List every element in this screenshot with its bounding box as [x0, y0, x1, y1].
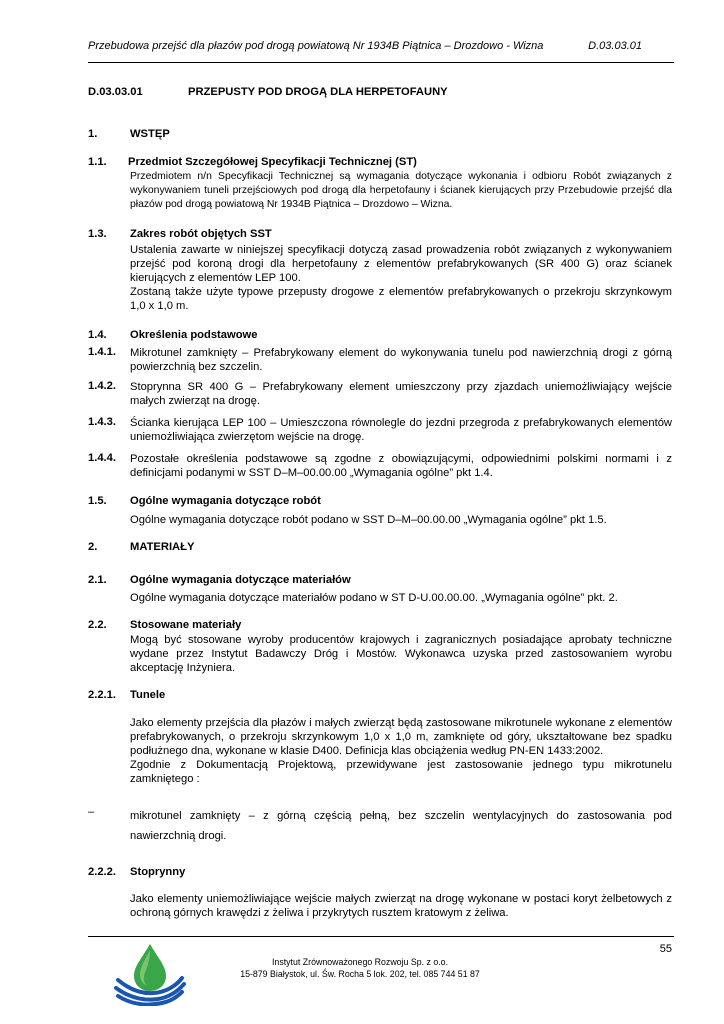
header-rule [88, 62, 674, 63]
page-number: 55 [659, 943, 672, 955]
section-paragraph [130, 346, 672, 374]
document-code: D.03.03.01 [88, 86, 143, 98]
header-title: Przebudowa przejść dla płazów pod drogą powiatową Nr 1934B Piątnica – Drozdowo - Wizna [88, 40, 544, 52]
paragraph-text: mikrotunel zamknięty – z górną częścią pełną, bez szczelin wentylacyjnych do zastosowania pod nawierzchnią drogi. [130, 810, 672, 842]
section-paragraph [130, 716, 672, 786]
paragraph-text: Pozostałe określenia podstawowe są zgodne z obowiązującymi, odpowiednimi polskimi normami i z definicjami podanymi w SST D–M–00.00.00 „Wymagania ogólne” pkt 1.4. [130, 453, 672, 479]
section-number: 2.2.1. [88, 689, 116, 701]
section-paragraph [130, 513, 672, 527]
section-heading: Ogólne wymagania dotyczące robót [130, 495, 321, 507]
section-paragraph [130, 591, 672, 605]
section-heading: Stoprynny [130, 866, 186, 878]
section-number: 1. [88, 128, 98, 140]
footer-address [230, 956, 490, 980]
section-number: 1.5. [88, 495, 107, 507]
section-heading: Zakres robót objętych SST [130, 228, 272, 240]
section-number: 2. [88, 541, 98, 553]
paragraph-text: Zgodnie z Dokumentacją Projektową, przewidywane jest zastosowanie jednego typu mikrotunelu zamkniętego : [130, 759, 672, 785]
section-heading: Ogólne wymagania dotyczące materiałów [130, 574, 351, 586]
section-number: 1.4.3. [88, 416, 116, 428]
section-paragraph [130, 170, 672, 212]
section-heading: Stosowane materiały [130, 619, 242, 631]
section-heading: MATERIAŁY [130, 541, 195, 553]
section-number: 1.4. [88, 329, 107, 341]
section-number: 1.1. [88, 156, 107, 168]
section-paragraph [130, 452, 672, 480]
droplet-waves-logo-icon [112, 940, 188, 1006]
paragraph-text: Ogólne wymagania dotyczące materiałów podano w ST D-U.00.00.00. „Wymagania ogólne” pkt. 2. [130, 592, 618, 604]
section-heading: Tunele [130, 689, 166, 701]
paragraph-text: Mogą być stosowane wyroby producentów krajowych i zagranicznych posiadające aprobaty techniczne wydane przez Instytut Badawczy Dróg i Mostów. Wykonawca uzyska przed zastosowaniem wyrobu akceptację Inżyniera. [130, 634, 672, 674]
paragraph-text: Jako elementy przejścia dla płazów i małych zwierząt będą zastosowane mikrotunele wykonane z elementów prefabrykowanych, o przekroju skrzynkowym 1,0 x 1,0 m, zamknięte od góry, ukształtowane bez spadku podłużnego dna, wykonane w klasie D400. Definicja klas obciążenia według PN-EN 1433:2002. [130, 717, 672, 757]
section-number: 2.1. [88, 574, 107, 586]
paragraph-text: Ogólne wymagania dotyczące robót podano w SST D–M–00.00.00 „Wymagania ogólne” pkt 1.5. [130, 514, 607, 526]
page-header [88, 40, 674, 52]
paragraph-text: Stoprynna SR 400 G – Prefabrykowany element umieszczony przy zjazdach uniemożliwiający wejście małych zwierząt na drogę. [130, 381, 672, 407]
section-paragraph [130, 416, 672, 444]
bullet-dash: – [88, 806, 95, 818]
section-heading: Przedmiot Szczegółowej Specyfikacji Technicznej (ST) [128, 156, 417, 168]
section-number: 1.4.4. [88, 452, 116, 464]
footer-rule [88, 936, 674, 937]
footer-line: Instytut Zrównoważonego Rozwoju Sp. z o.o. [271, 957, 449, 967]
paragraph-text: Ustalenia zawarte w niniejszej specyfikacji dotyczą zasad prowadzenia robót związanych z wykonywaniem przejść pod koroną drogi dla herpetofauny z elementów prefabrykowanych (SR 400 G) oraz ścianek kierujących z elementów LEP 100. [130, 244, 672, 284]
section-paragraph [130, 892, 672, 920]
section-paragraph [130, 243, 672, 313]
header-code: D.03.03.01 [588, 40, 642, 52]
bullet-item [130, 806, 672, 846]
document-title-text: PRZEPUSTY POD DROGĄ DLA HERPETOFAUNY [188, 86, 448, 98]
section-number: 2.2. [88, 619, 107, 631]
section-number: 1.4.1. [88, 346, 116, 358]
paragraph-text: Jako elementy uniemożliwiające wejście małych zwierząt na drogę wykonane w postaci koryt żelbetowych z ochroną górnych krawędzi z żeliwa i przykrytych rusztem kratowym z żeliwa. [130, 893, 672, 919]
paragraph-text: Mikrotunel zamknięty – Prefabrykowany element do wykonywania tunelu pod nawierzchnią drogi z górną powierzchnią bez szczelin. [130, 347, 672, 373]
section-number: 2.2.2. [88, 866, 116, 878]
section-heading: WSTĘP [130, 128, 170, 140]
section-heading: Określenia podstawowe [130, 329, 258, 341]
paragraph-text: Ścianka kierująca LEP 100 – Umieszczona równolegle do jezdni przegroda z prefabrykowanych elementów uniemożliwiająca zwierzętom wejście na drogę. [130, 417, 672, 443]
paragraph-text: Przedmiotem n/n Specyfikacji Technicznej są wymagania dotyczące wykonania i odbioru Robót związanych z wykonywaniem tuneli przejściowych pod drogą dla herpetofauny i ścianek kierujących przy Przebudowie przejść dla płazów pod drogą powiatową Nr 1934B Piątnica – Drozdowo – Wizna. [130, 171, 672, 210]
footer-line: 15-879 Białystok, ul. Św. Rocha 5 lok. 202, tel. 085 744 51 87 [240, 969, 480, 979]
section-number: 1.3. [88, 228, 107, 240]
section-paragraph [130, 633, 672, 675]
section-paragraph [130, 380, 672, 408]
section-number: 1.4.2. [88, 380, 116, 392]
document-title [88, 86, 448, 98]
paragraph-text: Zostaną także użyte typowe przepusty drogowe z elementów prefabrykowanych o przekroju skrzynkowym 1,0 x 1,0 m. [130, 286, 672, 312]
